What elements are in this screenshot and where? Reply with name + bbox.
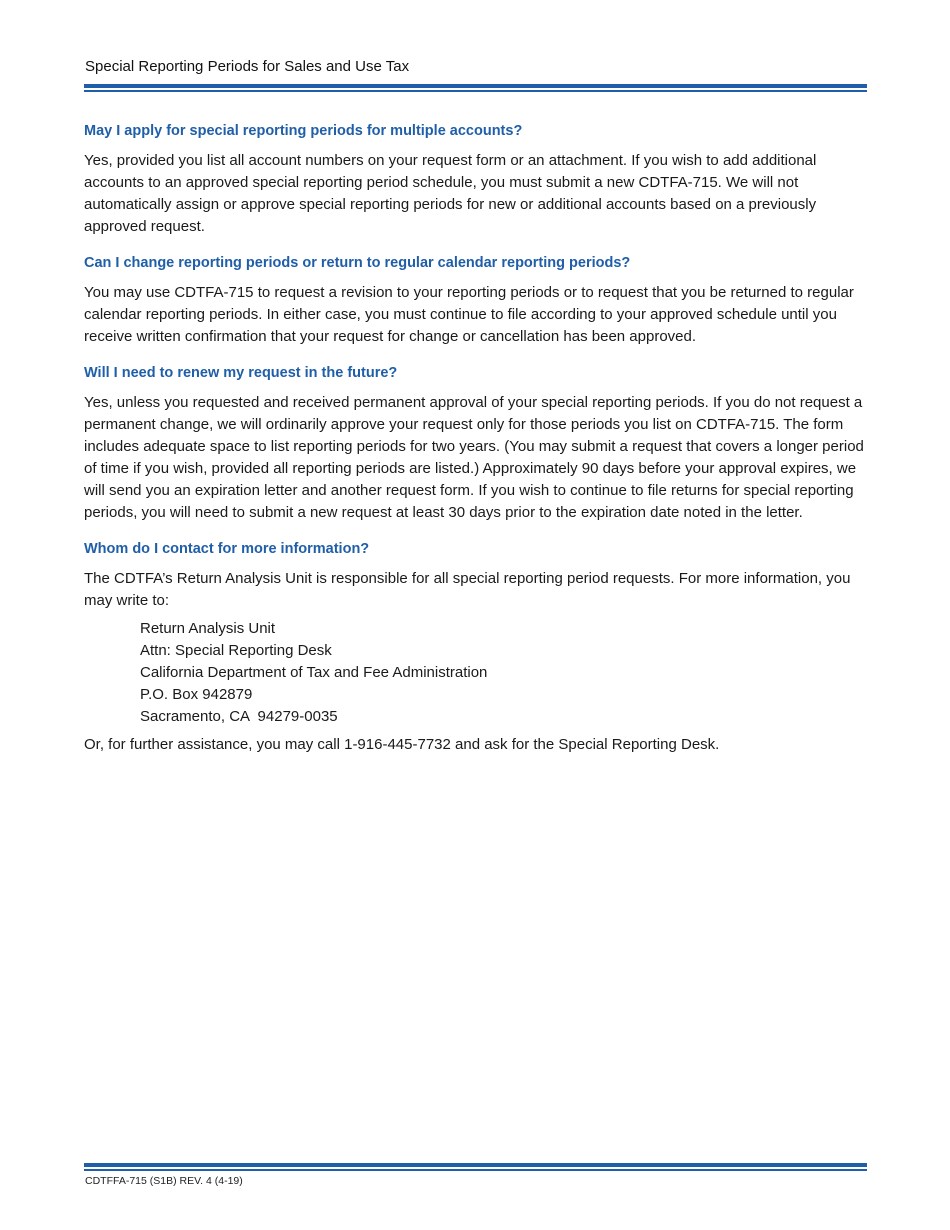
section-body-contact: The CDTFA’s Return Analysis Unit is responsible for all special reporting period requests. For more information, you may write to: bbox=[84, 570, 851, 609]
document-body bbox=[84, 122, 869, 772]
section-heading-renew-request: Will I need to renew my request in the future? bbox=[84, 365, 398, 381]
address-line: California Department of Tax and Fee Administration bbox=[140, 664, 488, 681]
section-heading-contact: Whom do I contact for more information? bbox=[84, 541, 370, 557]
address-line: P.O. Box 942879 bbox=[140, 686, 253, 703]
header-rule bbox=[84, 84, 867, 92]
address-line: Attn: Special Reporting Desk bbox=[140, 642, 332, 659]
section-body-change-periods: You may use CDTFA-715 to request a revision to your reporting periods or to request that you be returned to regular calendar reporting periods. In either case, you must continue to file according to your approved schedule until you receive written confirmation that your request for change or cancellation has been approved. bbox=[84, 284, 854, 345]
section-heading-multiple-accounts: May I apply for special reporting periods for multiple accounts? bbox=[84, 123, 523, 139]
section-body-multiple-accounts: Yes, provided you list all account numbers on your request form or an attachment. If you wish to add additional accounts to an approved special reporting period schedule, you must submit a new CDTFA-715. We will not automatically assign or approve special reporting periods for new or additional accounts based on a previously approved request. bbox=[84, 152, 817, 235]
form-identifier: CDTFFA-715 (S1B) REV. 4 (4-19) bbox=[85, 1175, 243, 1187]
mailing-address bbox=[140, 618, 869, 728]
footer-rule bbox=[84, 1163, 867, 1171]
page-header-title: Special Reporting Periods for Sales and Use Tax bbox=[85, 58, 410, 75]
section-body-renew-request: Yes, unless you requested and received permanent approval of your special reporting periods. If you do not request a permanent change, we will ordinarily approve your request only for those periods you list on CDTFA-715. The form includes adequate space to list reporting periods for two years. (You may submit a request that covers a longer period of time if you wish, provided all reporting periods are listed.) Approximately 90 days before your approval expires, we will send you an expiration letter and another request form. If you wish to continue to file returns for special reporting periods, you will need to submit a new request at least 30 days prior to the expiration date noted in the letter. bbox=[84, 394, 864, 521]
address-line: Return Analysis Unit bbox=[140, 620, 276, 637]
section-heading-change-periods: Can I change reporting periods or return to regular calendar reporting periods? bbox=[84, 255, 631, 271]
closing-note: Or, for further assistance, you may call 1-916-445-7732 and ask for the Special Reporting Desk. bbox=[84, 736, 720, 753]
address-line: Sacramento, CA 94279-0035 bbox=[140, 708, 338, 725]
